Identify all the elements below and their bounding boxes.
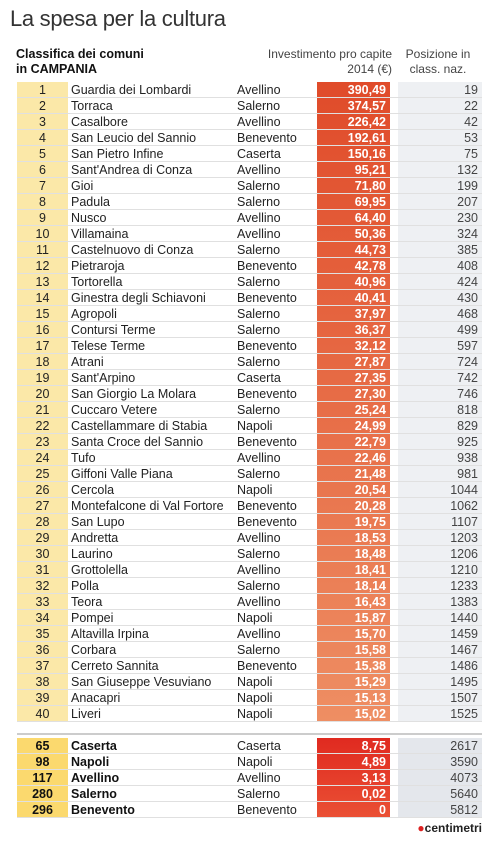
table-row [17, 706, 482, 722]
investment-cell: 42,78 [354, 259, 386, 273]
investment-cell: 32,12 [354, 339, 386, 353]
municipality-cell: Salerno [71, 787, 117, 801]
municipality-cell: Giffoni Valle Piana [71, 467, 173, 481]
municipality-cell: Castelnuovo di Conza [71, 243, 194, 257]
province-cell: Napoli [237, 611, 273, 625]
table-row [17, 274, 482, 290]
investment-cell: 50,36 [354, 227, 386, 241]
rank-cell: 280 [32, 787, 53, 801]
rank-cell: 21 [35, 403, 50, 417]
national-position-cell: 829 [457, 419, 478, 433]
province-cell: Salerno [237, 275, 281, 289]
province-cell: Caserta [237, 147, 281, 161]
province-cell: Salerno [237, 547, 281, 561]
national-position-cell: 3590 [450, 755, 478, 769]
rank-cell: 36 [35, 643, 50, 657]
province-cell: Benevento [237, 659, 297, 673]
national-position-cell: 925 [457, 435, 478, 449]
table-row [17, 594, 482, 610]
rank-cell: 5 [39, 147, 46, 161]
national-position-cell: 5640 [450, 787, 478, 801]
national-position-cell: 1440 [450, 611, 478, 625]
table-row [17, 418, 482, 434]
rank-cell: 11 [36, 243, 49, 257]
province-cell: Benevento [237, 259, 297, 273]
table-row [17, 178, 482, 194]
rank-cell: 13 [35, 275, 50, 289]
national-position-cell: 1495 [450, 675, 478, 689]
province-cell: Avellino [237, 163, 281, 177]
ranking-header [16, 47, 144, 77]
investment-cell: 15,02 [354, 707, 386, 721]
investment-cell: 18,53 [354, 531, 386, 545]
table-row [17, 258, 482, 274]
province-cell: Napoli [237, 419, 273, 433]
rank-cell: 34 [35, 611, 50, 625]
table-row [17, 578, 482, 594]
province-cell: Caserta [237, 739, 281, 753]
investment-cell: 15,58 [354, 643, 386, 657]
rank-cell: 15 [35, 307, 50, 321]
national-position-cell: 468 [457, 307, 478, 321]
table-row [17, 674, 482, 690]
national-position-header [396, 47, 480, 77]
province-cell: Napoli [237, 483, 273, 497]
province-cell: Avellino [237, 115, 281, 129]
municipality-cell: Guardia dei Lombardi [71, 83, 192, 97]
table-row [17, 226, 482, 242]
municipality-cell: Ginestra degli Schiavoni [71, 291, 206, 305]
municipality-cell: Napoli [71, 755, 110, 769]
municipality-cell: Atrani [71, 355, 104, 369]
province-cell: Avellino [237, 563, 281, 577]
table-row [17, 354, 482, 370]
province-cell: Avellino [237, 451, 281, 465]
investment-cell: 27,30 [354, 387, 386, 401]
national-position-cell: 385 [457, 243, 478, 257]
investment-cell: 150,16 [347, 147, 386, 161]
province-cell: Benevento [237, 435, 297, 449]
table-row [17, 642, 482, 658]
investment-cell: 15,29 [354, 675, 386, 689]
investment-cell: 374,57 [347, 99, 386, 113]
national-position-cell: 75 [464, 147, 478, 161]
province-cell: Napoli [237, 707, 273, 721]
national-position-cell: 1467 [450, 643, 478, 657]
investment-cell: 37,97 [354, 307, 386, 321]
rank-cell: 33 [35, 595, 50, 609]
table-row [17, 306, 482, 322]
province-cell: Benevento [237, 387, 297, 401]
municipality-cell: Sant'Arpino [71, 371, 136, 385]
municipality-cell: Altavilla Irpina [71, 627, 149, 641]
national-position-cell: 19 [464, 83, 478, 97]
municipality-cell: Laurino [71, 547, 113, 561]
rank-cell: 296 [32, 803, 53, 817]
municipality-cell: Grottolella [71, 563, 128, 577]
investment-cell: 16,43 [354, 595, 386, 609]
municipality-cell: Santa Croce del Sannio [71, 435, 204, 449]
national-position-cell: 430 [457, 291, 478, 305]
investment-cell: 44,73 [354, 243, 386, 257]
table-row [17, 98, 482, 114]
municipality-cell: Pompei [71, 611, 114, 625]
national-position-cell: 132 [457, 163, 478, 177]
municipality-cell: Benevento [71, 803, 135, 817]
rank-cell: 6 [39, 163, 46, 177]
municipality-cell: Andretta [71, 531, 119, 545]
municipality-cell: Teora [71, 595, 103, 609]
national-position-cell: 724 [457, 355, 478, 369]
national-position-cell: 324 [457, 227, 478, 241]
table-row [17, 194, 482, 210]
province-cell: Avellino [237, 595, 281, 609]
capital-row [17, 738, 482, 754]
table-row [17, 466, 482, 482]
national-position-cell: 1107 [451, 515, 478, 529]
table-row [17, 114, 482, 130]
brand-logo: ●centimetri [417, 821, 482, 835]
national-position-cell: 1383 [450, 595, 478, 609]
province-cell: Napoli [237, 675, 273, 689]
national-position-cell: 42 [464, 115, 478, 129]
rank-cell: 1 [39, 83, 46, 97]
national-position-cell: 746 [457, 387, 478, 401]
province-cell: Salerno [237, 355, 281, 369]
national-position-cell: 1044 [450, 483, 478, 497]
rank-cell: 28 [35, 515, 50, 529]
municipality-cell: Contursi Terme [71, 323, 156, 337]
rank-cell: 25 [35, 467, 50, 481]
rank-cell: 65 [35, 739, 50, 753]
province-cell: Salerno [237, 787, 281, 801]
national-position-cell: 1210 [450, 563, 478, 577]
capital-row [17, 802, 482, 818]
national-position-cell: 742 [457, 371, 478, 385]
table-row [17, 626, 482, 642]
table-row [17, 338, 482, 354]
investment-cell: 8,75 [361, 739, 386, 753]
municipality-cell: Polla [71, 579, 99, 593]
ranking-header-line2: in CAMPANIA [16, 62, 98, 76]
province-cell: Avellino [237, 227, 281, 241]
rank-cell: 10 [35, 227, 50, 241]
national-position-cell: 199 [457, 179, 478, 193]
municipality-cell: Pietraroja [71, 259, 125, 273]
national-position-cell: 230 [457, 211, 478, 225]
table-row [17, 386, 482, 402]
investment-cell: 21,48 [354, 467, 386, 481]
investment-cell: 15,38 [354, 659, 386, 673]
rank-cell: 2 [39, 99, 46, 113]
investment-header [238, 47, 392, 77]
ranking-header-line1: Classifica dei comuni [16, 47, 144, 61]
province-cell: Benevento [237, 291, 297, 305]
province-cell: Salerno [237, 179, 281, 193]
table-row [17, 498, 482, 514]
municipality-cell: Torraca [71, 99, 113, 113]
capital-row [17, 754, 482, 770]
province-cell: Benevento [237, 803, 297, 817]
province-cell: Salerno [237, 307, 281, 321]
province-cell: Avellino [237, 531, 281, 545]
investment-cell: 25,24 [354, 403, 386, 417]
province-cell: Avellino [237, 83, 281, 97]
page-title: La spesa per la cultura [10, 6, 226, 31]
investment-cell: 15,70 [354, 627, 386, 641]
table-row [17, 546, 482, 562]
national-position-cell: 981 [457, 467, 478, 481]
investment-cell: 69,95 [354, 195, 386, 209]
brand-text: centimetri [424, 821, 482, 835]
investment-cell: 22,79 [354, 435, 386, 449]
table-row [17, 82, 482, 98]
municipality-cell: Cercola [71, 483, 115, 497]
municipality-cell: Cerreto Sannita [71, 659, 159, 673]
municipality-cell: Tortorella [71, 275, 123, 289]
rank-cell: 29 [35, 531, 50, 545]
investment-cell: 19,75 [354, 515, 386, 529]
municipality-cell: Padula [71, 195, 110, 209]
rank-cell: 7 [39, 179, 46, 193]
table-row [17, 130, 482, 146]
national-position-cell: 53 [464, 131, 478, 145]
rank-cell: 98 [35, 755, 50, 769]
investment-cell: 40,41 [354, 291, 386, 305]
table-row [17, 146, 482, 162]
table-row [17, 690, 482, 706]
municipality-cell: Gioi [71, 179, 94, 193]
national-position-cell: 424 [457, 275, 478, 289]
rank-cell: 32 [35, 579, 50, 593]
rank-cell: 37 [35, 659, 50, 673]
national-position-cell: 1206 [450, 547, 478, 561]
municipality-cell: Telese Terme [71, 339, 146, 353]
investment-cell: 24,99 [354, 419, 386, 433]
national-position-cell: 1525 [450, 707, 478, 721]
national-position-cell: 2617 [450, 739, 478, 753]
investment-cell: 4,89 [361, 755, 386, 769]
investment-cell: 15,87 [354, 611, 386, 625]
investment-cell: 226,42 [347, 115, 386, 129]
investment-cell: 95,21 [354, 163, 386, 177]
municipality-cell: San Lupo [71, 515, 125, 529]
province-cell: Salerno [237, 323, 281, 337]
national-position-cell: 5812 [450, 803, 478, 817]
municipality-cell: Villamaina [71, 227, 129, 241]
province-cell: Benevento [237, 131, 297, 145]
investment-cell: 18,41 [354, 563, 386, 577]
province-cell: Avellino [237, 211, 281, 225]
rank-cell: 17 [35, 339, 50, 353]
rank-cell: 40 [35, 707, 50, 721]
table-row [17, 530, 482, 546]
investment-cell: 71,80 [354, 179, 386, 193]
rank-cell: 23 [35, 435, 50, 449]
rank-cell: 26 [35, 483, 50, 497]
province-cell: Benevento [237, 515, 297, 529]
table-row [17, 658, 482, 674]
investment-cell: 20,28 [354, 499, 386, 513]
municipality-cell: Caserta [71, 739, 117, 753]
municipality-cell: San Leucio del Sannio [71, 131, 197, 145]
province-cell: Salerno [237, 403, 281, 417]
table-row [17, 482, 482, 498]
national-position-cell: 4073 [450, 771, 478, 785]
municipality-cell: Corbara [71, 643, 117, 657]
section-divider [17, 733, 482, 735]
investment-cell: 64,40 [354, 211, 386, 225]
table-row [17, 514, 482, 530]
province-cell: Salerno [237, 643, 281, 657]
rank-cell: 3 [39, 115, 46, 129]
national-position-cell: 1062 [450, 499, 478, 513]
rank-cell: 22 [35, 419, 50, 433]
national-position-cell: 597 [457, 339, 478, 353]
investment-cell: 22,46 [354, 451, 386, 465]
national-position-cell: 1507 [450, 691, 478, 705]
national-position-cell: 1459 [450, 627, 478, 641]
rank-cell: 38 [35, 675, 50, 689]
municipality-cell: Sant'Andrea di Conza [71, 163, 193, 177]
investment-cell: 192,61 [347, 131, 386, 145]
national-position-cell: 408 [457, 259, 478, 273]
national-position-cell: 1233 [450, 579, 478, 593]
province-cell: Avellino [237, 771, 281, 785]
rank-cell: 19 [35, 371, 50, 385]
rank-cell: 8 [39, 195, 46, 209]
investment-header-line2: 2014 (€) [347, 62, 392, 76]
municipality-cell: Casalbore [71, 115, 128, 129]
rank-cell: 27 [35, 499, 50, 513]
rank-cell: 31 [35, 563, 50, 577]
rank-cell: 12 [35, 259, 50, 273]
table-row [17, 290, 482, 306]
municipality-cell: Montefalcone di Val Fortore [71, 499, 224, 513]
investment-cell: 0,02 [361, 787, 386, 801]
table-row [17, 162, 482, 178]
municipality-cell: Anacapri [71, 691, 121, 705]
national-position-cell: 818 [457, 403, 478, 417]
rank-cell: 30 [35, 547, 50, 561]
municipality-cell: Cuccaro Vetere [71, 403, 158, 417]
province-cell: Napoli [237, 755, 273, 769]
investment-cell: 27,35 [354, 371, 386, 385]
rank-cell: 9 [39, 211, 46, 225]
table-row [17, 402, 482, 418]
table-row [17, 370, 482, 386]
investment-cell: 15,13 [354, 691, 386, 705]
province-cell: Avellino [237, 627, 281, 641]
province-cell: Salerno [237, 579, 281, 593]
province-cell: Salerno [237, 195, 281, 209]
national-position-cell: 22 [464, 99, 478, 113]
municipality-cell: San Pietro Infine [71, 147, 164, 161]
rank-cell: 16 [35, 323, 50, 337]
province-cell: Caserta [237, 371, 281, 385]
investment-cell: 0 [379, 803, 386, 817]
province-cell: Benevento [237, 499, 297, 513]
province-cell: Napoli [237, 691, 273, 705]
municipality-cell: Castellammare di Stabia [71, 419, 208, 433]
investment-cell: 20,54 [354, 483, 386, 497]
rank-cell: 117 [32, 771, 53, 785]
municipality-cell: Tufo [71, 451, 96, 465]
municipality-cell: Nusco [71, 211, 107, 225]
province-cell: Salerno [237, 467, 281, 481]
municipality-cell: San Giuseppe Vesuviano [71, 675, 212, 689]
table-row [17, 242, 482, 258]
table-row [17, 210, 482, 226]
table-row [17, 450, 482, 466]
rank-cell: 39 [35, 691, 50, 705]
table-row [17, 610, 482, 626]
municipality-cell: Avellino [71, 771, 120, 785]
municipality-cell: San Giorgio La Molara [71, 387, 197, 401]
national-position-cell: 1203 [450, 531, 478, 545]
investment-cell: 27,87 [354, 355, 386, 369]
investment-cell: 36,37 [354, 323, 386, 337]
rank-cell: 18 [35, 355, 50, 369]
national-position-cell: 938 [457, 451, 478, 465]
investment-cell: 390,49 [347, 83, 386, 97]
table-row [17, 562, 482, 578]
rank-cell: 4 [39, 131, 46, 145]
national-position-header-line2: class. naz. [409, 62, 467, 76]
rank-cell: 35 [35, 627, 50, 641]
province-cell: Benevento [237, 339, 297, 353]
investment-header-line1: Investimento pro capite [267, 47, 392, 61]
investment-cell: 40,96 [354, 275, 386, 289]
investment-cell: 3,13 [361, 771, 386, 785]
national-position-cell: 207 [457, 195, 478, 209]
rank-cell: 20 [35, 387, 50, 401]
province-cell: Salerno [237, 99, 281, 113]
municipality-cell: Liveri [71, 707, 101, 721]
capital-row [17, 786, 482, 802]
investment-cell: 18,48 [354, 547, 386, 561]
rank-cell: 14 [35, 291, 50, 305]
investment-cell: 18,14 [354, 579, 386, 593]
rank-cell: 24 [35, 451, 50, 465]
national-position-cell: 499 [457, 323, 478, 337]
national-position-cell: 1486 [450, 659, 478, 673]
municipality-cell: Agropoli [71, 307, 117, 321]
capital-row [17, 770, 482, 786]
table-row [17, 322, 482, 338]
national-position-header-line1: Posizione in [405, 47, 471, 61]
province-cell: Salerno [237, 243, 281, 257]
table-row [17, 434, 482, 450]
